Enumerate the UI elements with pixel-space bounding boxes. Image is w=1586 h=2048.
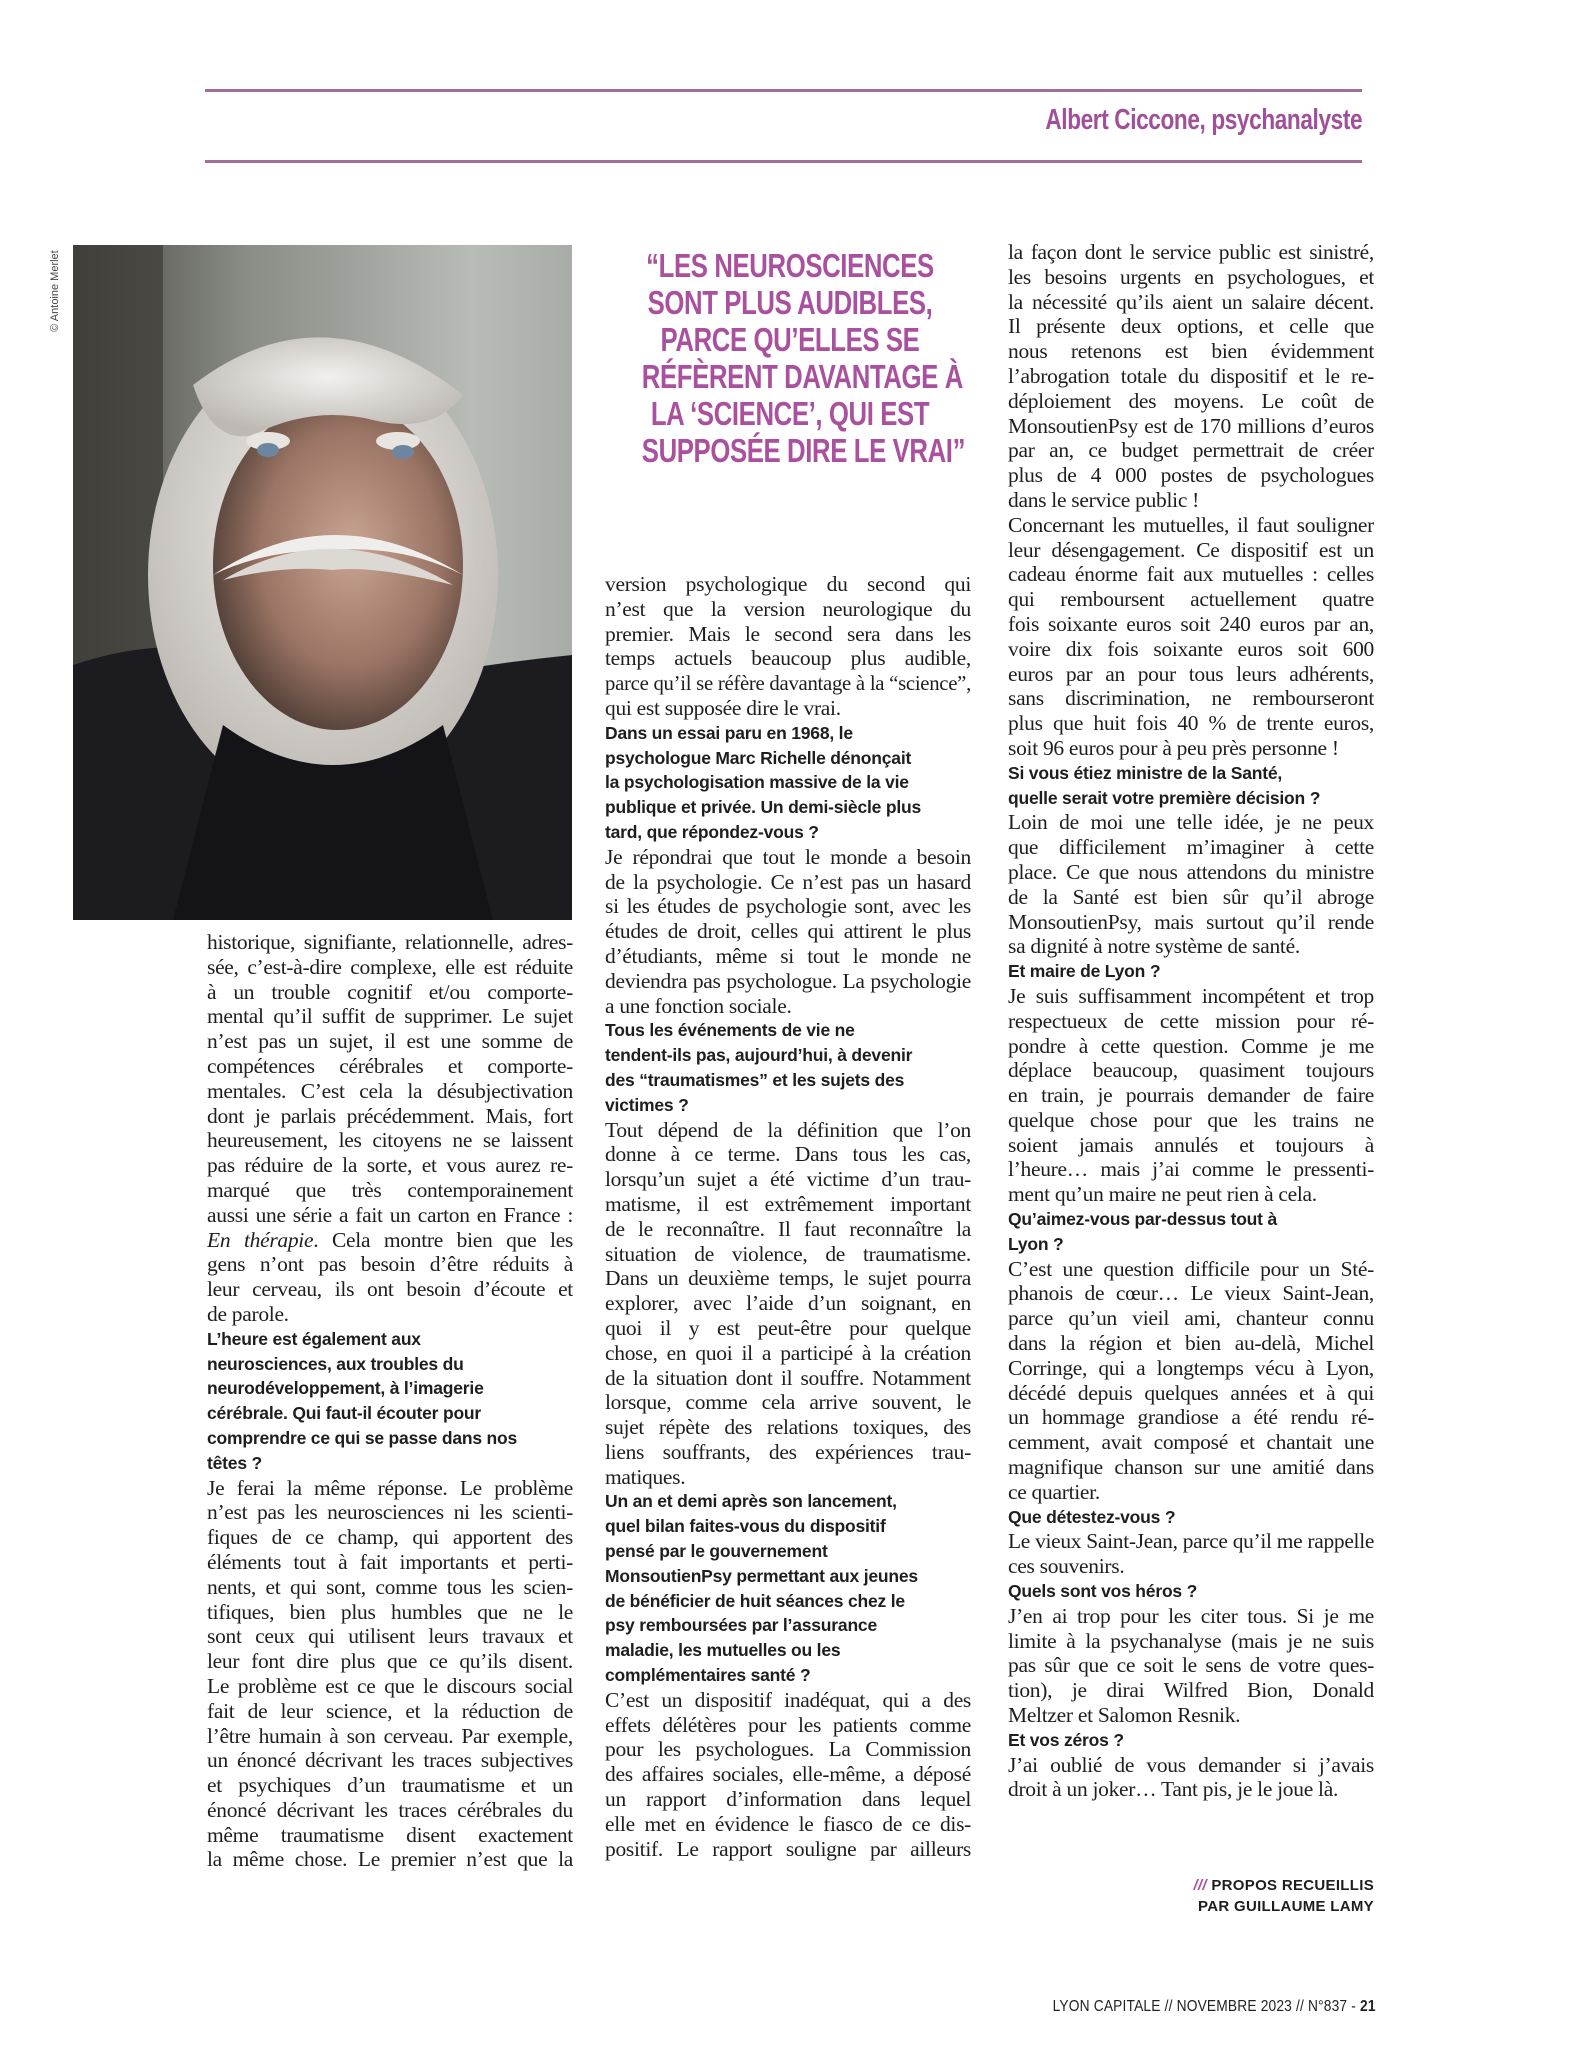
answer-text-line: Il présente deux options, et celle que bbox=[1008, 314, 1374, 339]
answer-text-line: d’étudiants, même si tout le monde ne bbox=[605, 943, 971, 968]
pull-quote-line: SONT PLUS AUDIBLES, bbox=[647, 284, 933, 321]
answer-text-line: chose, en quoi il a participé à la création bbox=[605, 1340, 971, 1365]
answer-text-line: voire dix fois soixante euros soit 600 bbox=[1008, 636, 1374, 661]
answer-text-line: pour les psychologues. La Commission bbox=[605, 1737, 971, 1762]
interview-question-line: tard, que répondez-vous ? bbox=[605, 821, 819, 842]
answer-text-line: n’est pas les neurosciences ni les scienti- bbox=[207, 1500, 573, 1525]
photo-credit bbox=[30, 245, 70, 355]
answer-text-line: limite à la psychanalyse (mais je ne suis bbox=[1008, 1628, 1374, 1653]
interview-question-line: Si vous étiez ministre de la Santé, bbox=[1008, 762, 1283, 783]
answer-text-line: cemment, avait composé et chantait une bbox=[1008, 1430, 1374, 1455]
answer-text-line: J’en ai trop pour les citer tous. Si je me bbox=[1008, 1603, 1374, 1628]
answer-text-line: déplace beaucoup, quasiment toujours bbox=[1008, 1058, 1374, 1083]
interview-question-line: comprendre ce qui se passe dans nos bbox=[207, 1427, 518, 1448]
answer-text-line: deviendra pas psychologue. La psychologie bbox=[605, 968, 971, 993]
pull-quote-line: LA ‘SCIENCE’, QUI EST bbox=[650, 395, 930, 432]
answer-text-line: n’est que la version neurologique du bbox=[605, 596, 971, 621]
answer-text-line: leur font dire plus que ce qu’ils disent. bbox=[207, 1649, 573, 1674]
answer-text-line: MonsoutienPsy, mais surtout qu’il rende bbox=[1008, 909, 1374, 934]
answer-text-line: qui remboursent actuellement quatre bbox=[1008, 587, 1374, 612]
photo-credit-text: © Antoine Merlet bbox=[49, 250, 61, 332]
answer-text-line: dans la région et bien au-delà, Michel bbox=[1008, 1331, 1374, 1356]
interview-question-line: Qu’aimez-vous par-dessus tout à bbox=[1008, 1209, 1277, 1230]
answer-text-line: à un trouble cognitif et/ou comporte- bbox=[207, 979, 573, 1004]
answer-text-line: de la Santé est bien sûr qu’il abroge bbox=[1008, 884, 1374, 909]
answer-text-line: mental qu’il suffit de supprimer. Le sujet bbox=[207, 1004, 573, 1029]
interview-question-line: tendent-ils pas, aujourd’hui, à devenir bbox=[605, 1045, 913, 1066]
answer-text-line: MonsoutienPsy est de 170 millions d’euros bbox=[1008, 413, 1374, 438]
answer-text-line: de la situation dont il souffre. Notamment bbox=[605, 1365, 971, 1390]
interview-question-line: maladie, les mutuelles ou les bbox=[605, 1640, 841, 1661]
answer-text-line: magnifique chanson sur une amitié dans bbox=[1008, 1455, 1374, 1480]
answer-text-line: nous retenons est bien évidemment bbox=[1008, 339, 1374, 364]
answer-text-line: liens souffrants, des expériences trau- bbox=[605, 1439, 971, 1464]
answer-text-line: version psychologique du second qui bbox=[605, 572, 971, 596]
answer-text-line: premier. Mais le second sera dans les bbox=[605, 621, 971, 646]
interview-question-line: Tous les événements de vie ne bbox=[605, 1020, 855, 1041]
header-top-rule bbox=[205, 89, 1362, 92]
answer-text-line: pondre à cette question. Comme je me bbox=[1008, 1033, 1374, 1058]
answer-text-line: Tout dépend de la définition que l’on bbox=[605, 1117, 971, 1142]
answer-text-line: Le problème est ce que le discours social bbox=[207, 1673, 573, 1698]
interview-question-line: cérébrale. Qui faut-il écouter pour bbox=[207, 1403, 482, 1424]
answer-text-line: éléments tout à fait importants et perti- bbox=[207, 1549, 573, 1574]
interview-question-line: quel bilan faites-vous du dispositif bbox=[605, 1516, 886, 1537]
answer-text-line: de le reconnaître. Il faut reconnaître la bbox=[605, 1216, 971, 1241]
answer-text-line: pas sûr que ce soit le sens de votre ques- bbox=[1008, 1653, 1374, 1678]
interview-question-line: L’heure est également aux bbox=[207, 1328, 421, 1349]
answer-text-line: cadeau énorme fait aux mutuelles : celles bbox=[1008, 562, 1374, 587]
answer-text-line: Meltzer et Salomon Resnik. bbox=[1008, 1703, 1241, 1728]
interview-question-line: de bénéficier de huit séances chez le bbox=[605, 1590, 905, 1611]
pull-quote-line: RÉFÈRENT DAVANTAGE À bbox=[641, 358, 963, 395]
pull-quote-line: PARCE QU’ELLES SE bbox=[660, 321, 920, 358]
answer-text-line: Je suis suffisamment incompétent et trop bbox=[1008, 983, 1374, 1008]
answer-text-line: déploiement des moyens. Le coût de bbox=[1008, 388, 1374, 413]
answer-text-line: Concernant les mutuelles, il faut souligner bbox=[1008, 512, 1374, 537]
answer-text-line: ce quartier. bbox=[1008, 1479, 1100, 1504]
answer-text-line: études de droit, celles qui attirent le plus bbox=[605, 919, 971, 944]
answer-text-line: mentales. C’est cela la désubjectivation bbox=[207, 1078, 573, 1103]
answer-text-line: historique, signifiante, relationnelle, adres- bbox=[207, 930, 573, 954]
answer-text-line: plus de 4 000 postes de psychologues bbox=[1008, 463, 1374, 488]
answer-text-line: Je répondrai que tout le monde a besoin bbox=[605, 844, 971, 869]
interview-question-line: la psychologisation massive de la vie bbox=[605, 772, 909, 793]
interview-question-line: publique et privée. Un demi-siècle plus bbox=[605, 797, 922, 818]
article-column-3 bbox=[1008, 240, 1374, 1802]
answer-text-line: Dans un deuxième temps, le sujet pourra bbox=[605, 1266, 971, 1291]
interview-question-line: Que détestez-vous ? bbox=[1008, 1506, 1176, 1527]
interview-question-line: Lyon ? bbox=[1008, 1233, 1064, 1254]
answer-text-line: soit 96 euros pour à peu près personne ! bbox=[1008, 735, 1339, 760]
answer-text-line: C’est une question difficile pour un Sté- bbox=[1008, 1256, 1374, 1281]
portrait-photo bbox=[73, 245, 572, 920]
answer-text-line: gens n’ont pas besoin d’être réduits à bbox=[207, 1252, 573, 1277]
answer-text-line: que difficilement m’imaginer à cette bbox=[1008, 835, 1374, 860]
interview-question-line: Un an et demi après son lancement, bbox=[605, 1491, 897, 1512]
footer-publication: LYON CAPITALE // NOVEMBRE 2023 // N°837 - bbox=[1052, 1998, 1361, 2015]
interview-question-line: neurosciences, aux troubles du bbox=[207, 1353, 464, 1374]
answer-text-line: l’être humain à son cerveau. Par exemple, bbox=[207, 1723, 573, 1748]
answer-text-line: quelque chose pour que les trains ne bbox=[1008, 1107, 1374, 1132]
interview-question-line: pensé par le gouvernement bbox=[605, 1541, 828, 1562]
answer-text-line: leur cerveau, ils ont besoin d’écoute et bbox=[207, 1277, 573, 1302]
answer-text-line: compétences cérébrales et comporte- bbox=[207, 1053, 573, 1078]
answer-text-line: Loin de moi une telle idée, je ne peux bbox=[1008, 810, 1374, 835]
answer-text-line: Je ferai la même réponse. Le problème bbox=[207, 1475, 573, 1500]
answer-text-line: tion), je dirai Wilfred Bion, Donald bbox=[1008, 1678, 1374, 1703]
answer-text-line: respectueux de cette mission pour ré- bbox=[1008, 1008, 1374, 1033]
answer-text-line: nents, et qui sont, comme tous les scien- bbox=[207, 1574, 573, 1599]
answer-text-line: fiques de ce champ, qui apportent des bbox=[207, 1525, 573, 1550]
answer-text-line: par an, ce budget permettrait de créer bbox=[1008, 438, 1374, 463]
pull-quote-line: SUPPOSÉE DIRE LE VRAI” bbox=[641, 432, 966, 469]
answer-text-line: droit à un joker… Tant pis, je le joue là. bbox=[1008, 1777, 1339, 1802]
page-title: Albert Ciccone, psychanalyste bbox=[1045, 104, 1362, 136]
interview-question-line: Et vos zéros ? bbox=[1008, 1729, 1124, 1750]
interview-question-line: Dans un essai paru en 1968, le bbox=[605, 722, 853, 743]
answer-text-line: même traumatisme disent exactement bbox=[207, 1822, 573, 1847]
answer-text-line: quoi il y est peut-être pour quelque bbox=[605, 1315, 971, 1340]
answer-text-line: sujet répète des relations toxiques, des bbox=[605, 1415, 971, 1440]
answer-text-line: en train, je pourrais demander de faire bbox=[1008, 1083, 1374, 1108]
answer-text-line: J’ai oublié de vous demander si j’avais bbox=[1008, 1752, 1374, 1777]
answer-text-line: dont je parlais précédemment. Mais, fort bbox=[207, 1103, 573, 1128]
interview-question-line: Quels sont vos héros ? bbox=[1008, 1581, 1198, 1602]
answer-text-line: tifiques, bien plus humbles que ne le bbox=[207, 1599, 573, 1624]
answer-text-line: phanois de cœur… Le vieux Saint-Jean, bbox=[1008, 1281, 1374, 1306]
answer-text-line: sans discrimination, ne rembourseront bbox=[1008, 686, 1374, 711]
answer-text-line: un rapport d’information dans lequel bbox=[605, 1787, 971, 1812]
answer-text-line: de la psychologie. Ce n’est pas un hasard bbox=[605, 869, 971, 894]
answer-text-line: si les études de psychologie sont, avec les bbox=[605, 894, 971, 919]
page-number: 21 bbox=[1360, 1998, 1376, 2015]
interview-question-line: victimes ? bbox=[605, 1094, 689, 1115]
answer-text-line: ces souvenirs. bbox=[1008, 1554, 1125, 1579]
series-title: En thérapie bbox=[207, 1227, 314, 1252]
pull-quote-line: “LES NEUROSCIENCES bbox=[646, 247, 934, 284]
answer-text-line: soient jamais annulés et toujours à bbox=[1008, 1132, 1374, 1157]
interview-question-line: Et maire de Lyon ? bbox=[1008, 961, 1161, 982]
signature-line-1: PROPOS RECUEILLIS bbox=[1211, 1877, 1374, 1894]
answer-text-line: aussi une série a fait un carton en France : bbox=[207, 1202, 573, 1227]
answer-text-line bbox=[207, 1228, 573, 1253]
article-column-2 bbox=[605, 572, 971, 1861]
answer-text-line: sont ceux qui utilisent leurs travaux et bbox=[207, 1624, 573, 1649]
answer-text-line: lorsqu’un sujet a été victime d’un trau- bbox=[605, 1167, 971, 1192]
answer-text-line: sa dignité à notre système de santé. bbox=[1008, 934, 1300, 959]
answer-text-line: de parole. bbox=[207, 1301, 289, 1326]
answer-text-line: la même chose. Le premier n’est que la bbox=[207, 1847, 573, 1872]
answer-text-line: fait de leur science, et la réduction de bbox=[207, 1698, 573, 1723]
article-column-1 bbox=[207, 930, 573, 1872]
answer-text-line: place. Ce que nous attendons du ministre bbox=[1008, 859, 1374, 884]
answer-text-line: la nécessité qu’ils aient un salaire décent. bbox=[1008, 289, 1374, 314]
answer-text-line: donne à ce terme. Dans tous les cas, bbox=[605, 1142, 971, 1167]
answer-text-line: et psychiques d’un traumatisme et un bbox=[207, 1773, 573, 1798]
answer-text-line: des affaires sociales, elle-même, a déposé bbox=[605, 1762, 971, 1787]
answer-text-line: a une fonction sociale. bbox=[605, 993, 792, 1018]
answer-text-line: leur désengagement. Ce dispositif est un bbox=[1008, 537, 1374, 562]
answer-text-line: qui est supposée dire le vrai. bbox=[605, 695, 841, 720]
signature-slashes: /// bbox=[1193, 1877, 1207, 1894]
answer-text-line: euros par an pour tous leurs adhérents, bbox=[1008, 661, 1374, 686]
answer-text-line: sée, c’est-à-dire complexe, elle est réduite bbox=[207, 954, 573, 979]
answer-text-line: matiques. bbox=[605, 1464, 686, 1489]
answer-text-line: temps actuels beaucoup plus audible, bbox=[605, 646, 971, 671]
answer-text-line: heureusement, les citoyens ne se laissent bbox=[207, 1128, 573, 1153]
page-footer bbox=[1053, 1998, 1376, 2016]
interview-question-line: psy remboursées par l’assurance bbox=[605, 1615, 877, 1636]
portrait-illustration bbox=[73, 245, 572, 920]
answer-text-line: énoncé décrivant les traces cérébrales du bbox=[207, 1797, 573, 1822]
answer-text-line: Corringe, qui a longtemps vécu à Lyon, bbox=[1008, 1355, 1374, 1380]
interview-question-line: quelle serait votre première décision ? bbox=[1008, 787, 1321, 808]
answer-text-line: dans le service public ! bbox=[1008, 487, 1200, 512]
answer-text-line: parce qu’un vieil ami, chanteur connu bbox=[1008, 1306, 1374, 1331]
answer-text-line: l’heure… mais j’ai comme le pressenti- bbox=[1008, 1157, 1374, 1182]
answer-text-line: marqué que très contemporainement bbox=[207, 1177, 573, 1202]
interview-question-line: complémentaires santé ? bbox=[605, 1665, 811, 1686]
answer-text-line: positif. Le rapport souligne par ailleurs bbox=[605, 1836, 971, 1861]
answer-text-line: lorsque, comme cela arrive souvent, le bbox=[605, 1390, 971, 1415]
answer-text-line: situation de violence, de traumatisme. bbox=[605, 1241, 971, 1266]
answer-text-line: pas réduire de la sorte, et vous aurez re- bbox=[207, 1153, 573, 1178]
author-signature bbox=[1194, 1875, 1375, 1917]
signature-line-2: PAR GUILLAUME LAMY bbox=[1198, 1898, 1374, 1915]
answer-text-line: C’est un dispositif inadéquat, qui a des bbox=[605, 1687, 971, 1712]
answer-text-line: elle met en évidence le fiasco de ce dis- bbox=[605, 1811, 971, 1836]
interview-question-line: neurodéveloppement, à l’imagerie bbox=[207, 1378, 484, 1399]
answer-text-line: la façon dont le service public est sinistré, bbox=[1008, 240, 1374, 264]
interview-question-line: des “traumatismes” et les sujets des bbox=[605, 1069, 905, 1090]
answer-text-line: explorer, avec l’aide d’un soignant, en bbox=[605, 1291, 971, 1316]
answer-text-line: fois soixante euros soit 240 euros par an, bbox=[1008, 611, 1374, 636]
interview-question-line: têtes ? bbox=[207, 1452, 263, 1473]
answer-text-line: ment qu’un maire ne peut rien à cela. bbox=[1008, 1182, 1317, 1207]
answer-text-line: parce qu’il se réfère davantage à la “science”, bbox=[605, 671, 971, 696]
answer-text-line: plus que huit fois 40 % de trente euros, bbox=[1008, 711, 1374, 736]
interview-question-line: MonsoutienPsy permettant aux jeunes bbox=[605, 1565, 918, 1586]
answer-text-line: Le vieux Saint-Jean, parce qu’il me rappelle bbox=[1008, 1529, 1374, 1554]
answer-text-line: les besoins urgents en psychologues, et bbox=[1008, 264, 1374, 289]
answer-text-fragment: . Cela montre bien que les bbox=[313, 1227, 573, 1252]
answer-text-line: l’abrogation totale du dispositif et le re- bbox=[1008, 363, 1374, 388]
answer-text-line: n’est pas un sujet, il est une somme de bbox=[207, 1029, 573, 1054]
answer-text-line: décédé depuis quelques années et à qui bbox=[1008, 1380, 1374, 1405]
answer-text-line: matisme, il est extrêmement important bbox=[605, 1191, 971, 1216]
pull-quote bbox=[600, 247, 980, 469]
answer-text-line: effets délétères pour les patients comme bbox=[605, 1712, 971, 1737]
answer-text-line: un hommage grandiose a été rendu ré- bbox=[1008, 1405, 1374, 1430]
interview-question-line: psychologue Marc Richelle dénonçait bbox=[605, 747, 912, 768]
answer-text-line: un énoncé décrivant les traces subjectives bbox=[207, 1748, 573, 1773]
header-bottom-rule bbox=[205, 160, 1362, 163]
